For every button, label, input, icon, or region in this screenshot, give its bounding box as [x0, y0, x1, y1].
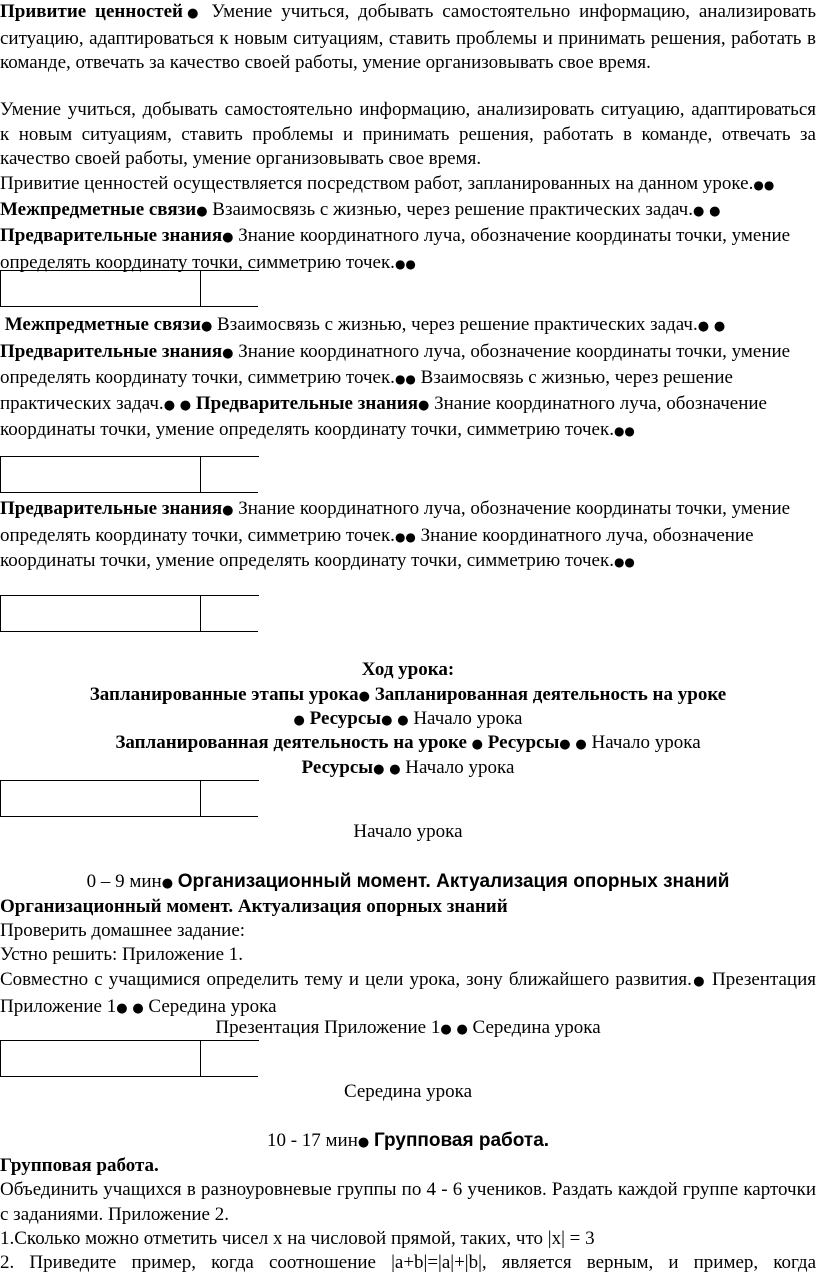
task-2 [0, 1251, 816, 1275]
intro-text: Умение учиться, добывать самостоятельно информацию, анализировать ситуацию, адаптироваться к новым ситуациям, ставить проблемы и принимать решения, работать в команде, отвечать за качество своей работы, умение организовывать свое время. [0, 1, 816, 73]
interdisc-heading: Межпредметные связи [4, 314, 201, 335]
start-heading [0, 820, 816, 845]
bullet-icon: ● [116, 1000, 128, 1016]
joint-text: Совместно с учащимися определить тему и цели урока, зону ближайшего развития. [0, 969, 692, 990]
values-paragraph [0, 172, 816, 276]
table-row-empty [0, 595, 258, 632]
col-activity: Запланированная деятельность на уроке [374, 684, 727, 705]
table-cell [200, 780, 259, 817]
prior-text: Знание координатного луча, обозначение координаты точки, умение определять координату точки, симметрию точек. [0, 340, 791, 388]
time-range: 0 – 9 мин [86, 871, 162, 892]
repeat-paragraph [0, 98, 816, 172]
stage-title: Групповая работа. [0, 1155, 159, 1176]
table-cell [0, 595, 201, 632]
bullet-icon: ● [713, 319, 726, 334]
group-paragraph [0, 1178, 816, 1227]
bullets-icon: ●● [394, 256, 416, 271]
bullet-icon: ● [132, 1000, 144, 1016]
bullet-icon: ● [163, 397, 176, 413]
table-cell [0, 270, 201, 307]
repeat-text: Умение учиться, добывать самостоятельно информацию, анализировать ситуацию, адаптироваться к новым ситуациям, ставить проблемы и принимать решения, работать в команде, отвечать за качество своей работы, умение организовывать свое время. [0, 99, 816, 169]
bullets-icon: ●● [394, 372, 416, 386]
table-row-empty [0, 1040, 258, 1077]
bullet-icon: ● [471, 737, 483, 752]
table-row-empty [0, 270, 258, 307]
bullet-icon: ● [222, 345, 234, 361]
check-hw-text: Проверить домашнее задание: [0, 920, 246, 941]
middle-label: Середина урока [343, 1081, 473, 1102]
bullets-icon: ●● [613, 555, 635, 569]
lesson-header-line [0, 707, 816, 734]
bullet-icon: ● [440, 1022, 452, 1037]
prior-text: Знание координатного луча, обозначение координаты точки, умение определять координату точки, симметрию точек. [0, 225, 791, 273]
check-hw [0, 919, 816, 944]
interdisc-paragraph [0, 313, 816, 444]
interdisc-text: Взаимосвязь с жизнью, через решение практических задач. [212, 198, 693, 220]
lesson-header-line [0, 731, 816, 758]
bullet-icon: ● [179, 397, 192, 413]
prior-heading: Предварительные знания [0, 225, 223, 246]
table-row-empty [0, 780, 258, 817]
start-label: Начало урока [353, 821, 463, 842]
table-cell [0, 456, 201, 493]
bullet-icon: ● [559, 737, 571, 752]
middle-label: Середина урока [472, 1017, 601, 1038]
task-1 [0, 1227, 816, 1252]
interdisc-text: Взаимосвязь с жизнью, через решение практических задач. [217, 314, 698, 335]
bullet-icon: ● [389, 762, 401, 777]
stage1-line [0, 870, 816, 897]
stage1-heading [0, 895, 816, 920]
stage-title: Организационный момент. Актуализация опорных знаний [177, 871, 730, 892]
bullet-icon: ● [691, 974, 706, 989]
lesson-header-line [0, 683, 816, 710]
bullet-icon: ● [222, 230, 234, 245]
bullet-icon: ● [373, 762, 385, 777]
middle-heading [0, 1080, 816, 1105]
prior-heading: Предварительные знания [0, 498, 223, 519]
bullets-icon: ●● [753, 178, 775, 192]
interdisc-heading: Межпредметные связи [0, 198, 197, 220]
bullet-icon: ● [200, 319, 213, 334]
bullet-icon: ● [417, 397, 430, 413]
group-text: Объединить учащихся в разноуровневые группы по 4 - 6 учеников. Раздать каждой группе карточки с заданиями. Приложение 2. [0, 1179, 816, 1225]
presentation-line [0, 1016, 816, 1043]
prior-text: Знание координатного луча, обозначение координаты точки, умение определять координату точки, симметрию точек. [0, 392, 767, 440]
task-1-text: 1.Сколько можно отметить чисел x на числовой прямой, таких, что |x| = 3 [0, 1228, 595, 1249]
table-row-empty [0, 456, 258, 493]
oral-text: Устно решить: Приложение 1. [0, 944, 244, 965]
bullet-icon: ● [456, 1022, 468, 1037]
bullet-icon: ● [182, 6, 203, 21]
col-resources: Ресурсы [301, 757, 374, 778]
bullet-icon: ● [709, 203, 721, 219]
bullets-icon: ●● [613, 424, 635, 438]
bullet-icon: ● [293, 713, 305, 728]
stage-title: Групповая работа. [373, 1130, 550, 1151]
prior-heading: Предварительные знания [0, 340, 223, 362]
stage2-line [0, 1129, 816, 1156]
stage2-heading [0, 1154, 816, 1179]
bullet-icon: ● [381, 713, 393, 728]
bullet-icon: ● [575, 737, 587, 752]
col-resources: Ресурсы [309, 708, 382, 729]
presentation-ref: Презентация Приложение 1 [0, 969, 816, 1017]
middle-label: Середина урока [148, 995, 277, 1017]
time-range: 10 - 17 мин [266, 1130, 358, 1151]
bullet-icon: ● [397, 713, 409, 728]
values-heading: Привитие ценностей [0, 1, 183, 22]
bullet-icon: ● [697, 319, 710, 334]
col-stages: Запланированные этапы урока [89, 684, 359, 705]
prior-heading: Предварительные знания [195, 392, 418, 414]
lesson-title-text: Ход урока: [361, 659, 455, 680]
start-label: Начало урока [405, 757, 515, 778]
prior-text: Знание координатного луча, обозначение координаты точки, умение определять координату точки, симметрию точек. [0, 524, 754, 571]
oral-task [0, 943, 816, 968]
start-label: Начало урока [591, 732, 701, 753]
table-cell [200, 456, 259, 493]
bullet-icon: ● [222, 503, 234, 518]
col-resources: Ресурсы [487, 732, 560, 753]
presentation-ref: Презентация Приложение 1 [215, 1017, 441, 1038]
bullet-icon: ● [161, 876, 174, 891]
table-cell [200, 595, 259, 632]
lesson-title [0, 658, 816, 683]
prior-paragraph [0, 497, 816, 575]
table-cell [200, 1040, 259, 1077]
joint-paragraph [0, 968, 816, 1021]
bullets-icon: ●● [394, 529, 416, 544]
stage-title: Организационный момент. Актуализация опорных знаний [0, 896, 508, 917]
interdisc-text: Взаимосвязь с жизнью, через решение практических задач. [0, 367, 733, 414]
start-label: Начало урока [413, 708, 523, 729]
bullet-icon: ● [357, 1135, 370, 1150]
intro-paragraph [0, 0, 816, 76]
table-cell [0, 780, 201, 817]
table-cell [0, 1040, 201, 1077]
task-2-text: 2. Приведите пример, когда соотношение |a+b|=|a|+|b|, является верным, и пример, когда [0, 1252, 816, 1273]
lesson-header-line [0, 756, 816, 783]
bullet-icon: ● [693, 203, 705, 219]
prior-text: Знание координатного луча, обозначение координаты точки, умение определять координату точки, симметрию точек. [0, 498, 791, 546]
bullet-icon: ● [358, 689, 370, 704]
col-activity: Запланированная деятельность на уроке [115, 732, 467, 753]
values-line: Привитие ценностей осуществляется посредством работ, запланированных на данном уроке. [0, 173, 754, 194]
bullet-icon: ● [196, 203, 208, 219]
table-cell [200, 270, 259, 307]
